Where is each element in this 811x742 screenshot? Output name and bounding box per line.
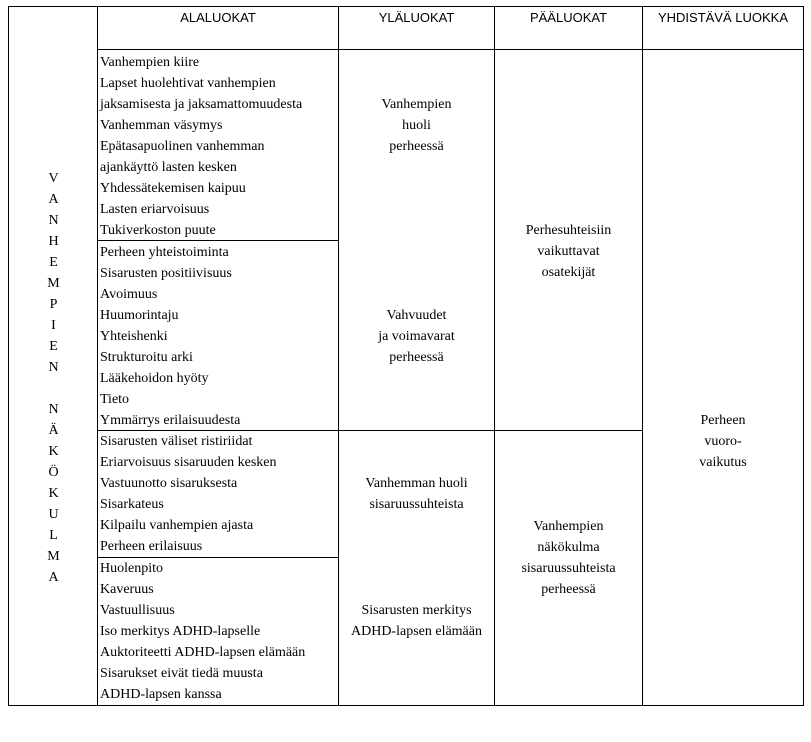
side-label-vanhempien-nakokulma — [9, 168, 98, 588]
subcategory-item: Iso merkitys ADHD-lapselle — [100, 624, 261, 639]
subcategory-item: Vanhemman väsymys — [100, 118, 223, 133]
upper-category-line: Sisarusten merkitys — [361, 603, 472, 618]
subcategory-item: Strukturoitu arki — [100, 350, 193, 365]
side-letter: A — [48, 192, 59, 207]
subcategory-item: ajankäyttö lasten kesken — [100, 160, 237, 175]
subcategory-item: Kilpailu vanhempien ajasta — [100, 518, 254, 533]
side-letter: H — [48, 234, 59, 249]
upper-category-line: Vanhempien — [381, 97, 452, 112]
main-category-line: vaikuttavat — [537, 244, 600, 259]
column-divider — [494, 6, 495, 706]
main-category-line: näkökulma — [537, 540, 600, 555]
combining-category-line: vuoro- — [704, 434, 742, 449]
upper-category-line: ADHD-lapsen elämään — [350, 624, 482, 639]
combining-category — [643, 410, 803, 473]
main-category-line: perheessä — [541, 582, 596, 597]
side-letter — [9, 378, 98, 399]
subcategory-item: jaksamisesta ja jaksamattomuudesta — [100, 97, 303, 112]
combining-category-line: vaikutus — [699, 455, 747, 470]
subcategory-item: Tieto — [100, 392, 130, 407]
upper-category-2 — [339, 305, 494, 368]
column-divider — [642, 6, 643, 706]
side-letter: A — [48, 570, 59, 585]
subcategory-item: Yhteishenki — [100, 329, 168, 344]
side-letter: Ä — [48, 423, 59, 438]
subcategory-list-group-3 — [100, 431, 338, 557]
subcategory-item: Avoimuus — [100, 287, 158, 302]
main-category-2 — [495, 516, 642, 600]
side-letter: L — [49, 528, 58, 543]
side-letter: P — [49, 297, 58, 312]
subcategory-item: Sisarusten positiivisuus — [100, 266, 232, 281]
upper-category-1 — [339, 94, 494, 157]
side-letter: E — [49, 255, 58, 270]
upper-category-line: Vahvuudet — [386, 308, 447, 323]
subcategory-item: Kaveruus — [100, 582, 154, 597]
subcategory-item: Vastuullisuus — [100, 603, 175, 618]
combining-category-line: Perheen — [700, 413, 746, 428]
subcategory-item: Sisarukset eivät tiedä muusta — [100, 666, 263, 681]
header-alaluokat: ALALUOKAT — [180, 9, 256, 25]
subcategory-item: Perheen erilaisuus — [100, 539, 203, 554]
subcategory-item: Eriarvoisuus sisaruuden kesken — [100, 455, 277, 470]
upper-category-line: ja voimavarat — [378, 329, 455, 344]
side-letter: I — [51, 318, 56, 333]
upper-category-line: Vanhemman huoli — [365, 476, 468, 491]
header-paaluokat: PÄÄLUOKAT — [529, 9, 608, 25]
subcategory-item: Lääkehoidon hyöty — [100, 371, 209, 386]
side-letter: N — [48, 213, 59, 228]
main-category-1 — [495, 220, 642, 283]
table-border-bottom — [8, 705, 804, 706]
subcategory-item: Huumorintaju — [100, 308, 179, 323]
main-category-line: osatekijät — [541, 265, 596, 280]
subcategory-item: Sisarusten väliset ristiriidat — [100, 434, 253, 449]
side-letter: E — [49, 339, 58, 354]
upper-category-line: sisaruussuhteista — [369, 497, 464, 512]
subcategory-item: Perheen yhteistoiminta — [100, 245, 229, 260]
side-letter: N — [48, 402, 59, 417]
side-letter: M — [47, 276, 60, 291]
upper-category-3 — [339, 473, 494, 515]
header-yhdistava: YHDISTÄVÄ LUOKKA — [657, 9, 789, 25]
subcategory-item: Lapset huolehtivat vanhempien — [100, 76, 276, 91]
upper-category-line: huoli — [402, 118, 431, 133]
side-letter: K — [48, 486, 59, 501]
header-divider — [97, 49, 804, 50]
subcategory-item: Lasten eriarvoisuus — [100, 202, 210, 217]
subcategory-item: Vanhempien kiire — [100, 55, 200, 70]
subcategory-item: ADHD-lapsen kanssa — [100, 687, 222, 702]
side-letter: V — [48, 171, 59, 186]
upper-category-line: perheessä — [389, 139, 444, 154]
upper-category-line: perheessä — [389, 350, 444, 365]
subcategory-item: Sisarkateus — [100, 497, 164, 512]
subcategory-item: Vastuunotto sisaruksesta — [100, 476, 238, 491]
side-letter: N — [48, 360, 59, 375]
subcategory-item: Epätasapuolinen vanhemman — [100, 139, 265, 154]
subcategory-item: Ymmärrys erilaisuudesta — [100, 413, 241, 428]
main-category-line: Perhesuhteisiin — [525, 223, 612, 238]
side-letter: U — [48, 507, 59, 522]
subcategory-item: Huolenpito — [100, 561, 163, 576]
subcategory-item: Tukiverkoston puute — [100, 223, 216, 238]
subcategory-list-group-1 — [100, 52, 338, 241]
subcategory-item: Yhdessätekemisen kaipuu — [100, 181, 246, 196]
main-category-line: sisaruussuhteista — [521, 561, 616, 576]
main-category-line: Vanhempien — [533, 519, 604, 534]
table-border-right — [803, 6, 804, 706]
side-letter: K — [48, 444, 59, 459]
subcategory-list-group-4 — [100, 558, 338, 705]
subcategory-list-group-2 — [100, 242, 338, 431]
side-letter: Ö — [48, 465, 59, 480]
side-letter: M — [47, 549, 60, 564]
subcategory-item: Auktoriteetti ADHD-lapsen elämään — [100, 645, 306, 660]
upper-category-4 — [339, 600, 494, 642]
header-ylaluokat: YLÄLUOKAT — [378, 9, 455, 25]
